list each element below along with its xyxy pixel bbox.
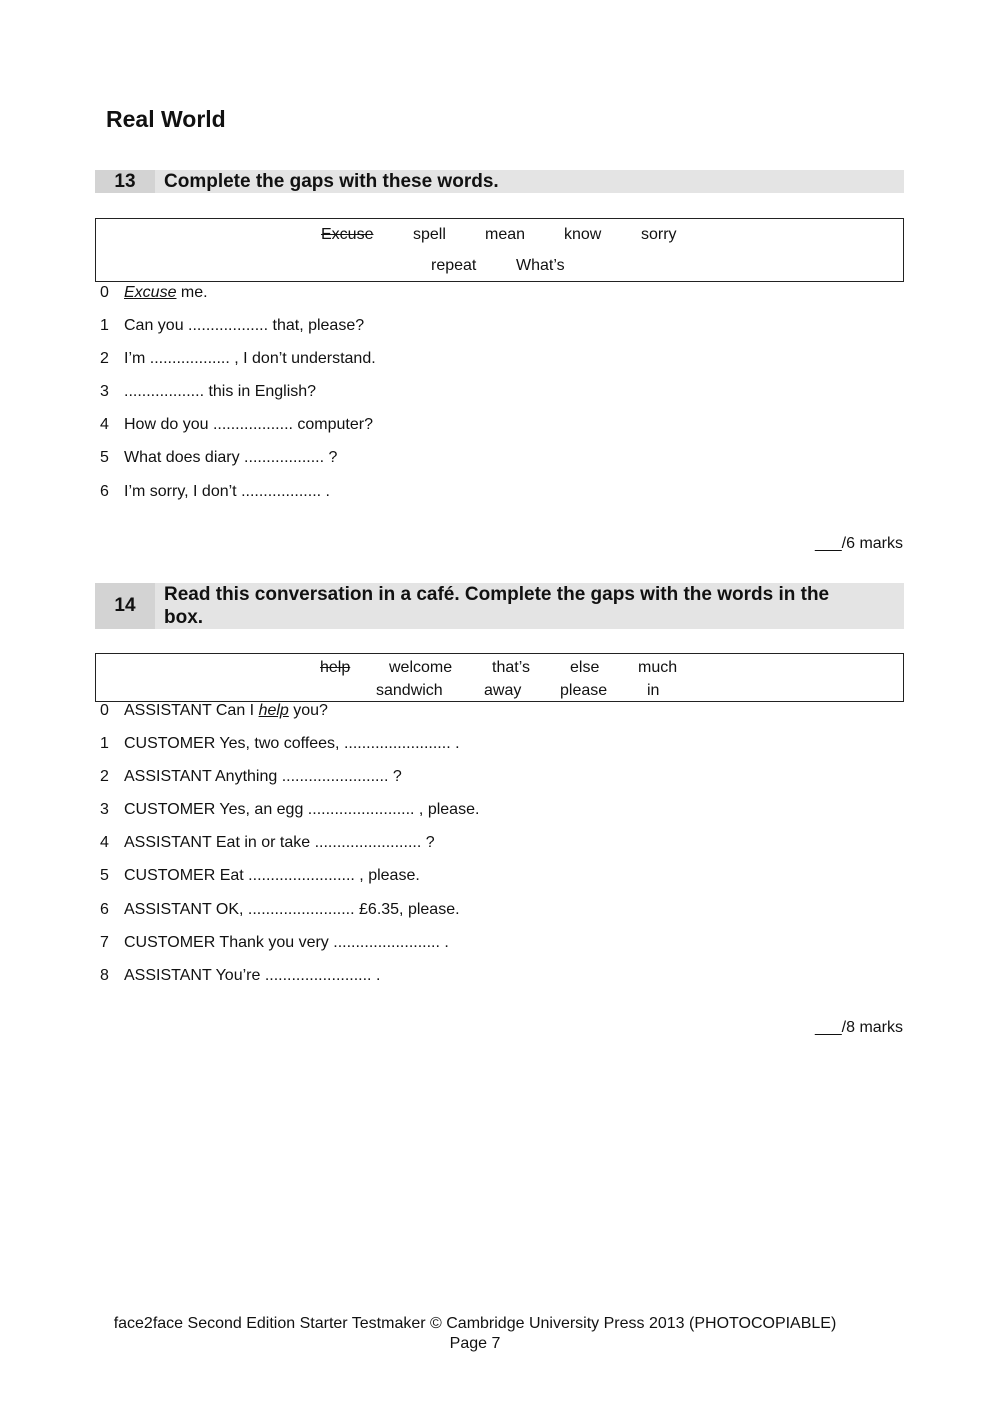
exercise-14-title-line: box. xyxy=(164,607,204,628)
item-text: .................. this in English? xyxy=(124,383,317,400)
exercise-13-header xyxy=(95,170,904,193)
footer-copyright: face2face Second Edition Starter Testmaker © Cambridge University Press 2013 (PHOTOCOPIABLE) xyxy=(113,1315,837,1332)
word-box-item: sandwich xyxy=(376,682,443,699)
exercise-14-number: 14 xyxy=(95,583,155,629)
item-number: 6 xyxy=(100,483,109,500)
exercise-13-title: Complete the gaps with these words. xyxy=(164,171,499,192)
item-number: 5 xyxy=(100,449,109,466)
item-text: I’m .................. , I don’t understand. xyxy=(124,350,376,367)
example-after: you? xyxy=(288,702,328,719)
word-box-item: know xyxy=(564,226,602,243)
exercise-14-title-line: Read this conversation in a café. Complete the gaps with the words in the xyxy=(164,584,830,605)
item-text xyxy=(124,702,328,720)
item-text: CUSTOMER Yes, two coffees, ........................ . xyxy=(124,735,460,752)
section-title: Real World xyxy=(106,106,226,132)
example-answer: Excuse xyxy=(124,284,177,301)
word-box-item: welcome xyxy=(389,659,453,676)
item-number: 0 xyxy=(100,284,109,301)
word-box-item: spell xyxy=(413,226,446,243)
item-number: 1 xyxy=(100,317,109,334)
word-box-item: please xyxy=(560,682,608,699)
item-number: 5 xyxy=(100,867,109,884)
exercise-14-header xyxy=(95,583,904,629)
item-number: 6 xyxy=(100,901,109,918)
word-box-item: in xyxy=(647,682,660,699)
exercise-14-word-box xyxy=(95,653,904,702)
item-text: I’m sorry, I don’t .................. . xyxy=(124,483,330,500)
item-number: 2 xyxy=(100,350,109,367)
item-text: ASSISTANT OK, ........................ £6.35, please. xyxy=(124,901,460,918)
word-box-item: Excuse xyxy=(321,226,374,243)
footer xyxy=(0,1314,950,1354)
word-box-item: sorry xyxy=(641,226,677,243)
word-box-item: away xyxy=(484,682,522,699)
item-number: 2 xyxy=(100,768,109,785)
item-number: 3 xyxy=(100,801,109,818)
word-box-item: help xyxy=(320,659,351,676)
word-box-item: that’s xyxy=(492,659,530,676)
item-text: What does diary .................. ? xyxy=(124,449,338,466)
example-before: ASSISTANT Can I xyxy=(124,702,259,719)
exercise-14-title xyxy=(164,583,829,629)
word-box-item: What’s xyxy=(516,257,565,274)
item-text: Can you .................. that, please? xyxy=(124,317,365,334)
item-number: 3 xyxy=(100,383,109,400)
item-number: 8 xyxy=(100,967,109,984)
exercise-13-number: 13 xyxy=(95,170,155,193)
word-box-item: repeat xyxy=(431,257,477,274)
item-number: 4 xyxy=(100,834,109,851)
word-box-item: else xyxy=(570,659,600,676)
word-box-item: mean xyxy=(485,226,526,243)
item-text: CUSTOMER Eat ........................ , please. xyxy=(124,867,420,884)
item-text: CUSTOMER Yes, an egg ........................ , please. xyxy=(124,801,480,818)
item-text: ASSISTANT Eat in or take ........................ ? xyxy=(124,834,435,851)
marks-total: ___/8 marks xyxy=(814,1019,903,1036)
exercise-13-word-box xyxy=(95,218,904,282)
item-text xyxy=(124,284,208,302)
footer-page-number: Page 7 xyxy=(449,1335,501,1352)
item-number: 7 xyxy=(100,934,109,951)
item-number: 1 xyxy=(100,735,109,752)
item-text: ASSISTANT You’re ........................ . xyxy=(124,967,381,984)
item-text: ASSISTANT Anything ........................ ? xyxy=(124,768,402,785)
item-text: How do you .................. computer? xyxy=(124,416,373,433)
item-number: 4 xyxy=(100,416,109,433)
marks-total: ___/6 marks xyxy=(814,535,903,552)
item-number: 0 xyxy=(100,702,109,719)
word-box-item: much xyxy=(638,659,678,676)
example-rest: me. xyxy=(176,284,208,301)
example-answer: help xyxy=(258,702,289,719)
item-text: CUSTOMER Thank you very ........................ . xyxy=(124,934,449,951)
